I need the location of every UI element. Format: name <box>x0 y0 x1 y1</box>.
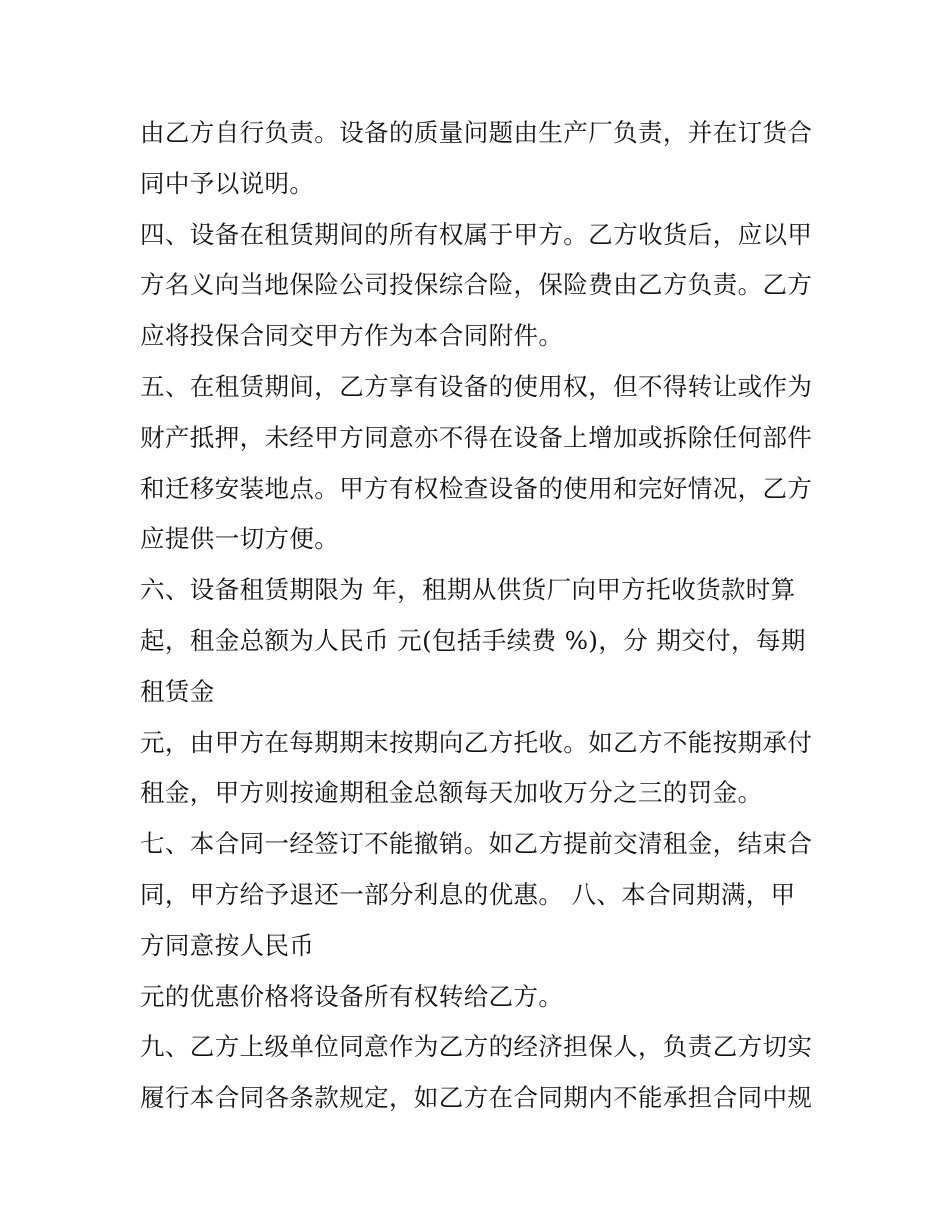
text-line: 和迁移安装地点。甲方有权检查设备的使用和完好情况，乙方 <box>140 473 813 503</box>
text-line: 方名义向当地保险公司投保综合险，保险费由乙方负责。乙方 <box>140 270 813 300</box>
text-line: 元，由甲方在每期期末按期向乙方托收。如乙方不能按期承付 <box>140 727 813 757</box>
text-line: 五、在租赁期间，乙方享有设备的使用权，但不得转让或作为 <box>140 371 813 401</box>
text-line: 应将投保合同交甲方作为本合同附件。 <box>140 321 564 351</box>
text-line: 应提供一切方便。 <box>140 524 340 554</box>
text-line: 同中予以说明。 <box>140 168 315 198</box>
text-line: 同，甲方给予退还一部分利息的优惠。 八、本合同期满，甲 <box>140 879 796 909</box>
text-line: 七、本合同一经签订不能撤销。如乙方提前交清租金，结束合 <box>140 829 813 859</box>
text-line: 元的优惠价格将设备所有权转给乙方。 <box>140 981 564 1011</box>
text-line: 财产抵押，未经甲方同意亦不得在设备上增加或拆除任何部件 <box>140 422 813 452</box>
text-line: 履行本合同各条款规定，如乙方在合同期内不能承担合同中规 <box>140 1083 813 1113</box>
text-line: 四、设备在租赁期间的所有权属于甲方。乙方收货后，应以甲 <box>140 219 813 249</box>
text-line: 六、设备租赁期限为 年，租期从供货厂向甲方托收货款时算 <box>140 575 796 605</box>
text-line: 由乙方自行负责。设备的质量问题由生产厂负责，并在订货合 <box>140 118 813 147</box>
text-line: 租金，甲方则按逾期租金总额每天加收万分之三的罚金。 <box>140 778 763 808</box>
text-line: 租赁金 <box>140 676 215 706</box>
text-line: 方同意按人民币 <box>140 930 315 960</box>
text-line: 起，租金总额为人民币 元(包括手续费 %)，分 期交付，每期 <box>140 625 806 655</box>
contract-text-body <box>140 108 820 1124</box>
text-line: 九、乙方上级单位同意作为乙方的经济担保人，负责乙方切实 <box>140 1032 813 1062</box>
